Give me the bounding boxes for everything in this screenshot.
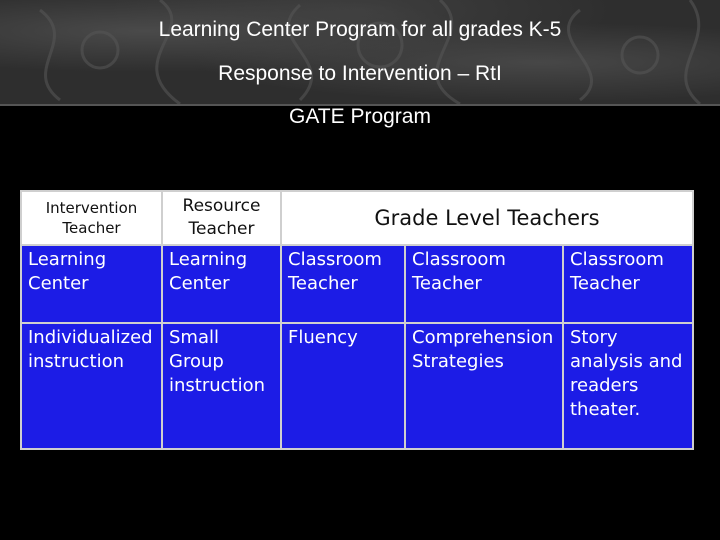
program-table bbox=[20, 190, 694, 450]
title-line-3: GATE Program bbox=[289, 105, 431, 128]
header-grade-level-teachers: Grade Level Teachers bbox=[282, 192, 692, 244]
cell-r2-c3: Fluency bbox=[282, 324, 404, 448]
cell-r2-c5: Story analysis and readers theater. bbox=[564, 324, 692, 448]
title-line-2: Response to Intervention – RtI bbox=[218, 62, 502, 85]
header-intervention-teacher: Intervention Teacher bbox=[22, 192, 161, 244]
damask-pattern-icon bbox=[0, 0, 720, 104]
cell-r2-c2: Small Group instruction bbox=[163, 324, 280, 448]
cell-r1-c5: Classroom Teacher bbox=[564, 246, 692, 322]
cell-r1-c3: Classroom Teacher bbox=[282, 246, 404, 322]
cell-r2-c4: Comprehension Strategies bbox=[406, 324, 562, 448]
header-resource-teacher: Resource Teacher bbox=[163, 192, 280, 244]
cell-r1-c2: Learning Center bbox=[163, 246, 280, 322]
cell-r1-c4: Classroom Teacher bbox=[406, 246, 562, 322]
cell-r1-c1: Learning Center bbox=[22, 246, 161, 322]
title-line-1: Learning Center Program for all grades K-5 bbox=[158, 18, 562, 41]
cell-r2-c1: Individualized instruction bbox=[22, 324, 161, 448]
decorative-header-band bbox=[0, 0, 720, 106]
